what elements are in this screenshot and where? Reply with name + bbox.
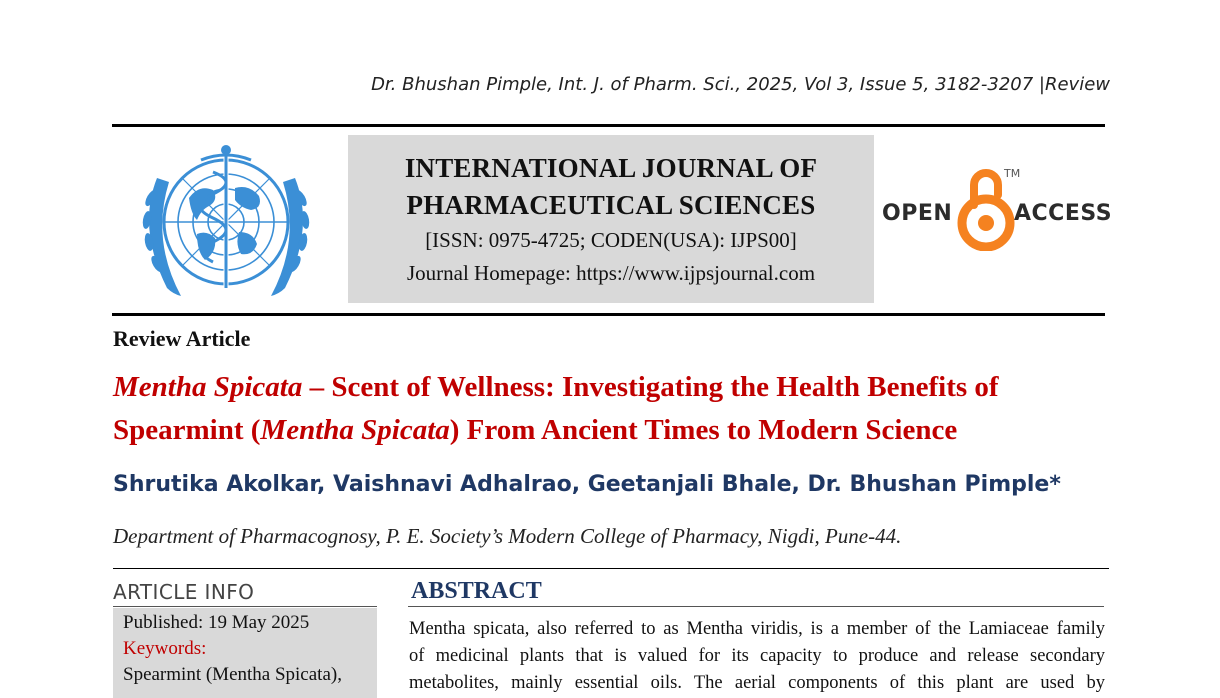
abstract-rule bbox=[408, 606, 1104, 607]
article-type: Review Article bbox=[113, 326, 251, 351]
un-emblem-icon bbox=[127, 138, 325, 306]
article-title bbox=[113, 366, 1113, 452]
affiliation: Department of Pharmacognosy, P. E. Society’s Modern College of Pharmacy, Nigdi, Pune-44. bbox=[113, 524, 902, 548]
journal-homepage: Journal Homepage: https://www.ijpsjournal.com bbox=[406, 261, 816, 285]
abstract-line: of medicinal plants that is valued for its capacity to produce and release secondary bbox=[409, 646, 1105, 666]
author-list: Shrutika Akolkar, Vaishnavi Adhalrao, Geetanjali Bhale, Dr. Bhushan Pimple* bbox=[113, 472, 1061, 497]
open-access-access-text: ACCESS bbox=[1014, 201, 1113, 226]
trademark-mark: TM bbox=[1004, 167, 1021, 180]
abstract-heading: ABSTRACT bbox=[411, 578, 542, 604]
journal-masthead bbox=[348, 135, 874, 303]
header-rule-bottom bbox=[112, 313, 1105, 316]
keywords-label: Keywords: bbox=[123, 638, 207, 659]
article-info-box bbox=[113, 608, 377, 698]
journal-title-line2: PHARMACEUTICAL SCIENCES bbox=[406, 190, 816, 220]
open-access-logo bbox=[880, 165, 1113, 255]
article-info-heading: ARTICLE INFO bbox=[113, 580, 255, 604]
published-date: Published: 19 May 2025 bbox=[123, 612, 310, 633]
abstract-line: metabolites, mainly essential oils. The aerial components of this plant are used by bbox=[409, 673, 1105, 693]
title-species-italic-2: Mentha Spicata bbox=[260, 414, 450, 446]
journal-issn: [ISSN: 0975-4725; CODEN(USA): IJPS00] bbox=[425, 228, 797, 252]
abstract-line: Mentha spicata, also referred to as Mentha viridis, is a member of the Lamiaceae family bbox=[409, 619, 1105, 639]
header-rule-top bbox=[112, 124, 1105, 127]
abstract-body bbox=[409, 616, 1105, 697]
journal-title-line1: INTERNATIONAL JOURNAL OF bbox=[404, 153, 818, 183]
article-info-rule bbox=[113, 606, 377, 607]
keywords-list: Spearmint (Mentha Spicata), bbox=[123, 664, 342, 685]
running-head: Dr. Bhushan Pimple, Int. J. of Pharm. Sci., 2025, Vol 3, Issue 5, 3182-3207 |Review bbox=[371, 74, 1110, 95]
section-divider bbox=[113, 568, 1109, 569]
title-text-b: ) From Ancient Times to Modern Science bbox=[449, 414, 958, 446]
title-species-italic: Mentha Spicata bbox=[113, 371, 303, 403]
open-access-open-text: OPEN bbox=[882, 201, 953, 226]
title-text-a: – Scent of Wellness: Investigating the Health Benefits of Spearmint ( bbox=[113, 371, 999, 446]
